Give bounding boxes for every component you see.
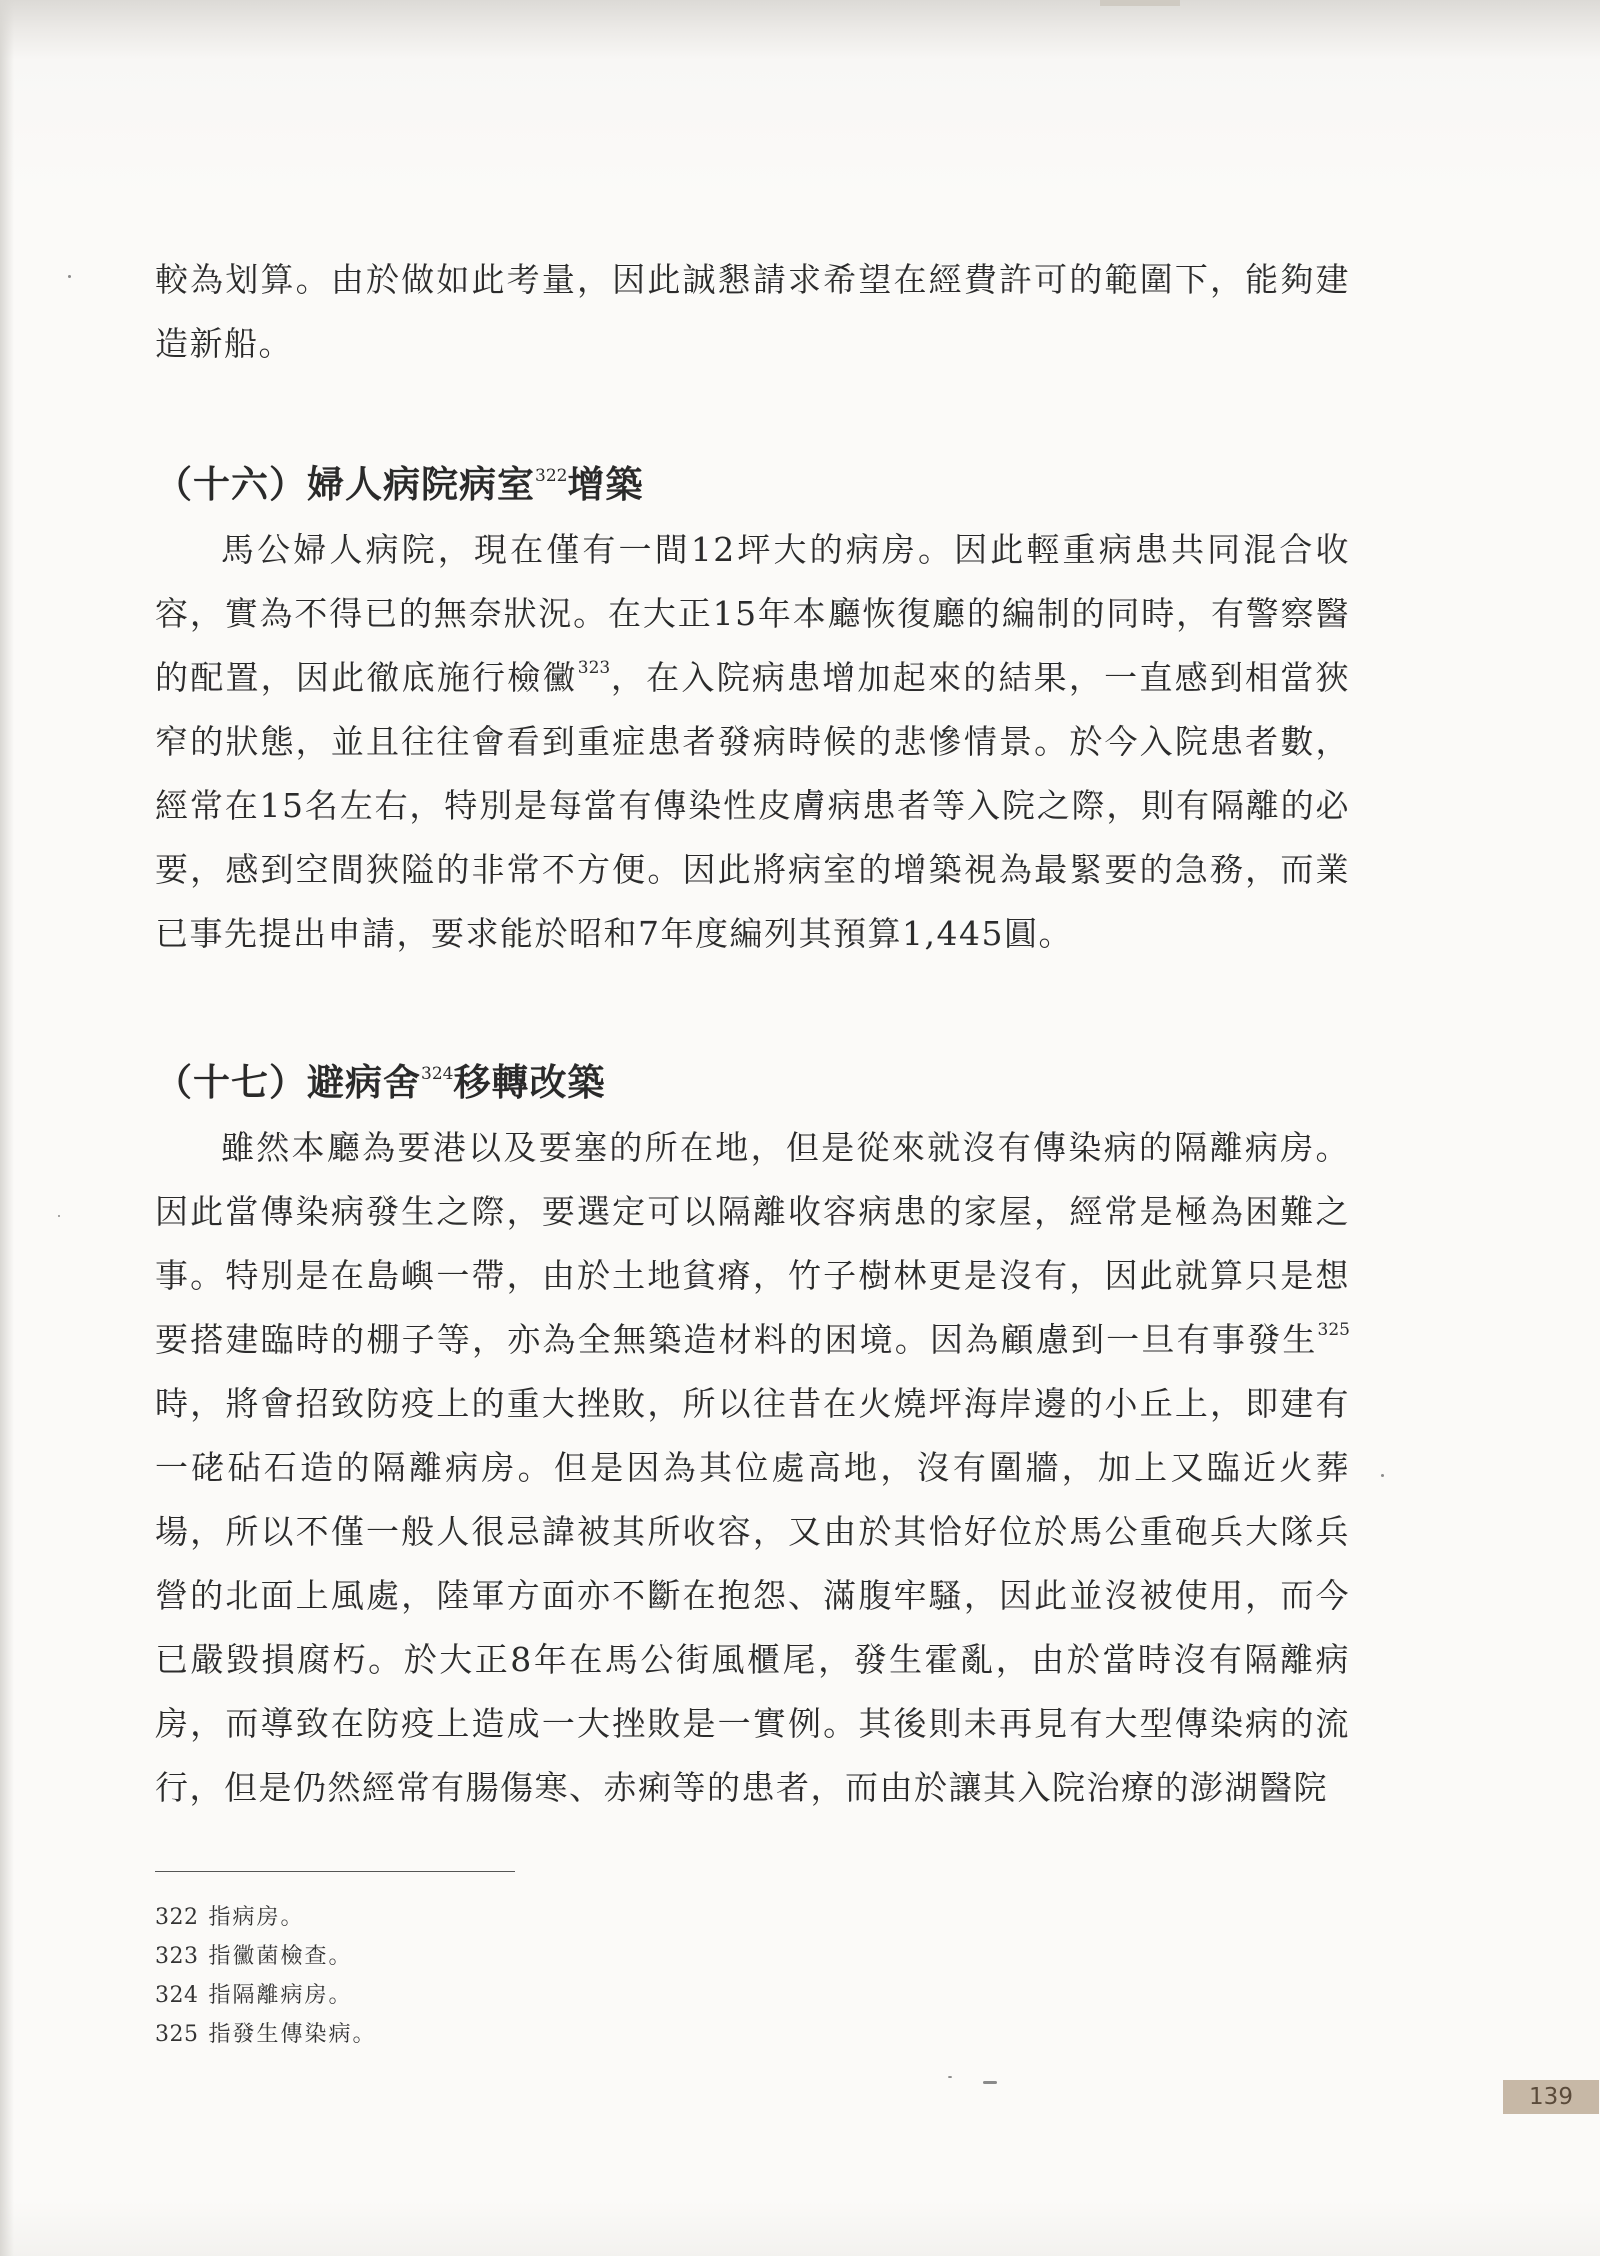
footnote-ref-323[interactable]: 323 <box>577 658 611 678</box>
footnote-number: 323 <box>155 1944 199 1969</box>
footnote-ref-322[interactable]: 322 <box>535 466 568 486</box>
footnote-divider <box>155 1871 515 1872</box>
main-text <box>155 248 1350 1820</box>
footnote-322 <box>155 1898 755 1937</box>
paragraph-continued: 較為划算。由於做如此考量，因此誠懇請求希望在經費許可的範圍下，能夠建造新船。 <box>155 260 1350 363</box>
footnote-text: 指病房。 <box>208 1905 305 1930</box>
section-heading-16 <box>155 454 1350 508</box>
section-heading-17 <box>155 1052 1350 1106</box>
footnote-number: 324 <box>155 1983 199 2008</box>
section-16-text-a: 馬公婦人病院，現在僅有一間12坪大的病房。因此輕重病患共同混合收容，實為不得已的無奈狀況。在大正15年本廳恢復廳的編制的同時，有警察醫的配置，因此徹底施行檢黴 <box>155 530 1350 697</box>
footnote-ref-325[interactable]: 325 <box>1317 1320 1350 1340</box>
scan-speck <box>983 2081 997 2084</box>
section-16-heading-text: （十六）婦人病院病室 <box>155 463 535 506</box>
footnote-text: 指黴菌檢查。 <box>208 1944 353 1969</box>
footnote-324 <box>155 1976 755 2015</box>
section-16-heading-suffix: 增築 <box>567 463 644 506</box>
section-17-paragraph <box>155 1116 1350 1820</box>
section-16-paragraph <box>155 518 1350 966</box>
scan-speck <box>58 1215 60 1217</box>
section-17-text-a: 雖然本廳為要港以及要塞的所在地，但是從來就沒有傳染病的隔離病房。因此當傳染病發生之際，要選定可以隔離收容病患的家屋，經常是極為困難之事。特別是在島嶼一帶，由於土地貧瘠，竹子樹林更是沒有，因此就算只是想要搭建臨時的棚子等，亦為全無築造材料的困境。因為顧慮到一旦有事發生 <box>155 1128 1350 1359</box>
footnote-325 <box>155 2015 755 2054</box>
footnote-number: 325 <box>155 2022 199 2047</box>
book-spine-shadow <box>0 0 14 2256</box>
section-17-text-b: 時，將會招致防疫上的重大挫敗，所以往昔在火燒坪海岸邊的小丘上，即建有一硓砧石造的隔離病房。但是因為其位處高地，沒有圍牆，加上又臨近火葬場，所以不僅一般人很忌諱被其所收容，又由於其恰好位於馬公重砲兵大隊兵營的北面上風處，陸軍方面亦不斷在抱怨、滿腹牢騷，因此並沒被使用，而今已嚴毀損腐朽。於大正8年在馬公街風櫃尾，發生霍亂，由於當時沒有隔離病房，而導致在防疫上造成一大挫敗是一實例。其後則未再見有大型傳染病的流行，但是仍然經常有腸傷寒、赤痢等的患者，而由於讓其入院治療的澎湖醫院 <box>155 1384 1350 1807</box>
section-16-text-b: ，在入院病患增加起來的結果，一直感到相當狹窄的狀態，並且往往會看到重症患者發病時候的悲慘情景。於今入院患者數，經常在15名左右，特別是每當有傳染性皮膚病患者等入院之際，則有隔離的必要，感到空間狹隘的非常不方便。因此將病室的增築視為最緊要的急務，而業已事先提出申請，要求能於昭和7年度編列其預算1,445圓。 <box>155 658 1351 953</box>
section-17-heading-text: （十七）避病舍 <box>155 1061 421 1104</box>
page-number: 139 <box>1503 2080 1599 2114</box>
top-edge-mark <box>1100 0 1180 6</box>
footnotes <box>155 1898 755 2054</box>
section-17-heading-suffix: 移轉改築 <box>453 1061 606 1104</box>
footnote-323 <box>155 1937 755 1976</box>
footnote-text: 指隔離病房。 <box>208 1983 353 2008</box>
footnote-number: 322 <box>155 1905 199 1930</box>
footnote-ref-324[interactable]: 324 <box>421 1064 454 1084</box>
footnote-text: 指發生傳染病。 <box>208 2022 377 2047</box>
scan-speck <box>948 2076 952 2078</box>
scan-speck <box>68 275 71 278</box>
scan-speck <box>1381 1474 1384 1477</box>
